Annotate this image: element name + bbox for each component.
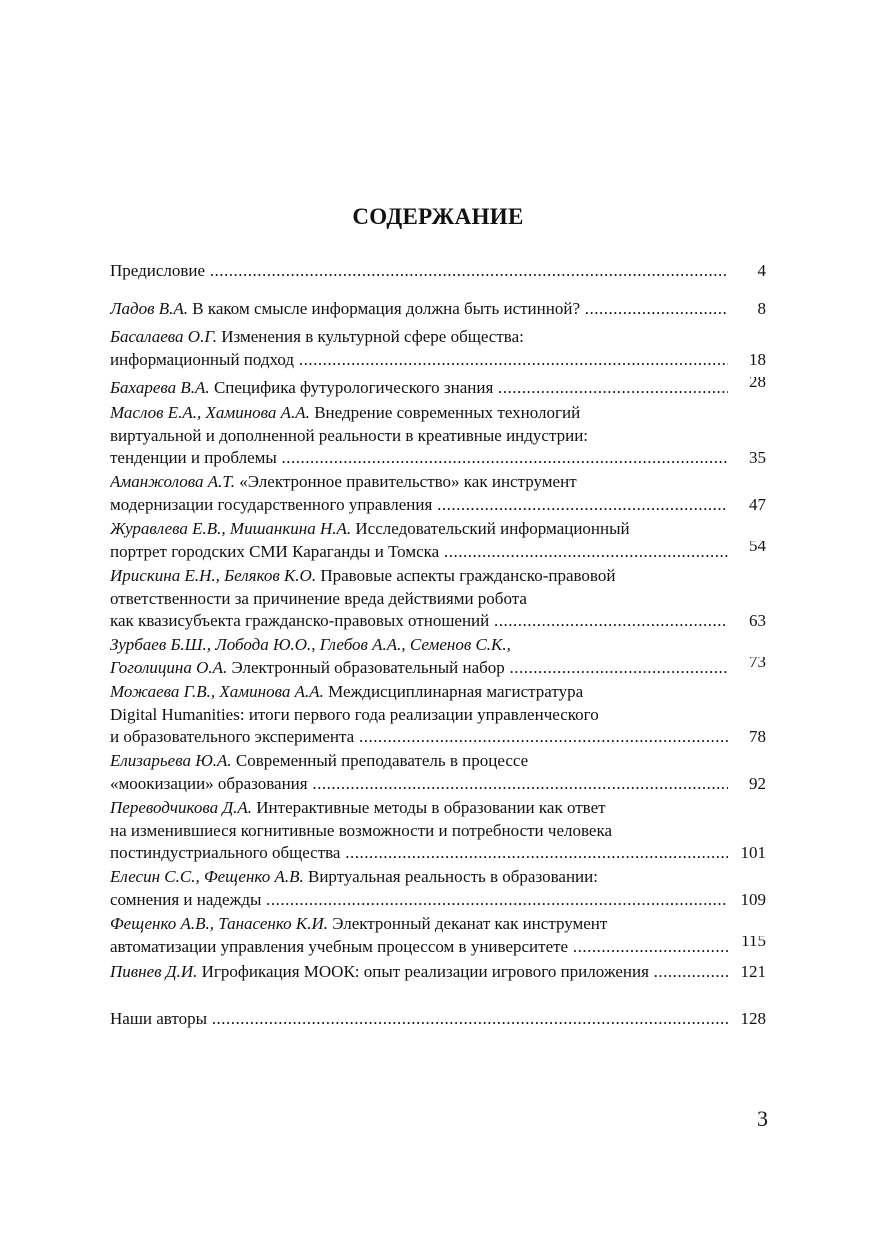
entry-page: 73 [749, 656, 766, 671]
entry-authors-cont: Гоголицина О.А. [110, 657, 228, 677]
entry-title: Правовые аспекты гражданско-правовой [320, 566, 616, 585]
toc-entry[interactable] [110, 471, 766, 516]
entry-page: 28 [749, 377, 766, 391]
entry-title-cont: информационный подход ..... [110, 349, 728, 372]
entry-page: 35 [749, 448, 766, 467]
toc-entry-authors[interactable] [110, 1008, 766, 1031]
entry-title-cont: ответственности за причинение вреда действиями робота [110, 588, 527, 608]
entry-authors: Ладов В.А. [110, 299, 189, 318]
entry-authors: Маслов Е.А., Хаминова А.А. [110, 403, 310, 422]
entry-title-cont: постиндустриального общества ..... [110, 842, 728, 865]
entry-title-cont: модернизации государственного управления ..... [110, 494, 728, 517]
toc-entry[interactable] [110, 913, 766, 958]
entry-page: 115 [741, 935, 766, 950]
toc-entry[interactable] [110, 402, 766, 470]
entry-title-cont: автоматизации управления учебным процессом в университете ..... [110, 936, 728, 959]
entry-title-cont: сомнения и надежды ..... [110, 889, 728, 912]
entry-page: 47 [749, 494, 766, 514]
entry-title: Виртуальная реальность в образовании: [307, 867, 598, 886]
toc-entry[interactable] [110, 565, 766, 633]
toc-entry[interactable] [110, 681, 766, 749]
toc-entry[interactable] [110, 298, 766, 321]
entry-authors: Аманжолова А.Т. [110, 472, 236, 491]
entry-title: Игрофикация МООК: опыт реализации игрового приложения [201, 962, 649, 981]
entry-authors: Фещенко А.В., Танасенко К.И. [110, 914, 328, 933]
toc-entry-preface[interactable] [110, 260, 766, 283]
entry-title: Специфика футурологического знания [213, 378, 494, 397]
entry-page: 121 [740, 962, 766, 981]
entry-title: Исследовательский информационный [355, 519, 630, 538]
entry-title-cont: «моокизации» образования ..... [110, 773, 728, 796]
entry-title-cont: тенденции и проблемы ..... [110, 447, 728, 470]
entry-page: 63 [749, 611, 766, 630]
entry-title: «Электронное правительство» как инструмент [239, 472, 577, 491]
toc-entry[interactable] [110, 750, 766, 795]
toc-entry[interactable] [110, 518, 766, 563]
entry-title-cont: на изменившиеся когнитивные возможности и потребности человека [110, 820, 612, 840]
entry-page: 4 [757, 261, 766, 280]
entry-title: Современный преподаватель в процессе [235, 751, 529, 770]
entry-title: Изменения в культурной сфере общества: [221, 327, 524, 346]
entry-authors: Зурбаев Б.Ш., Лобода Ю.О., Глебов А.А., Семенов С.К., [110, 635, 511, 654]
entry-page: 18 [749, 349, 766, 369]
entry-authors: Переводчикова Д.А. [110, 798, 253, 817]
toc-entry[interactable] [110, 866, 766, 911]
entry-page: 101 [740, 843, 766, 862]
entry-title: Электронный образовательный набор [231, 657, 505, 677]
entry-authors: Елесин С.С., Фещенко А.В. [110, 867, 304, 886]
toc-entry[interactable] [110, 961, 766, 984]
toc-entry[interactable] [110, 797, 766, 865]
entry-authors: Ирискина Е.Н., Беляков К.О. [110, 566, 317, 585]
entry-title: Интерактивные методы в образовании как ответ [256, 798, 606, 817]
page-number: 3 [757, 1106, 768, 1131]
entry-title-cont: и образовательного эксперимента ..... [110, 726, 728, 749]
entry-page: 128 [740, 1009, 766, 1028]
entry-authors: Басалаева О.Г. [110, 327, 217, 346]
toc-entry[interactable] [110, 377, 766, 400]
entry-title-cont: Digital Humanities: итоги первого года реализации управленческого [110, 704, 599, 724]
entry-title: В каком смысле информация должна быть истинной? [192, 299, 580, 318]
entry-page: 8 [757, 299, 766, 318]
entry-authors: Пивнев Д.И. [110, 962, 198, 981]
entry-page: 92 [749, 773, 766, 793]
entry-page: 78 [749, 727, 766, 746]
entry-authors: Бахарева В.А. [110, 378, 210, 397]
entry-title: Внедрение современных технологий [314, 403, 581, 422]
page-title: СОДЕРЖАНИЕ [352, 204, 524, 229]
entry-authors: Журавлева Е.В., Мишанкина Н.А. [110, 519, 352, 538]
entry-title: Наши авторы ..... [110, 1008, 728, 1031]
entry-title: Междисциплинарная магистратура [328, 682, 584, 701]
entry-title-cont: как квазисубъекта гражданско-правовых отношений ..... [110, 610, 728, 633]
entry-title-cont: виртуальной и дополненной реальности в креативные индустрии: [110, 425, 589, 445]
entry-title: Предисловие ..... [110, 260, 728, 283]
entry-page: 54 [749, 540, 766, 555]
entry-authors: Елизарьева Ю.А. [110, 751, 232, 770]
toc-entry[interactable] [110, 634, 766, 679]
entry-page: 109 [740, 889, 766, 909]
entry-authors: Можаева Г.В., Хаминова А.А. [110, 682, 324, 701]
toc-entry[interactable] [110, 326, 766, 371]
entry-title-cont: портрет городских СМИ Караганды и Томска ..... [110, 541, 728, 564]
entry-title: Электронный деканат как инструмент [332, 914, 608, 933]
